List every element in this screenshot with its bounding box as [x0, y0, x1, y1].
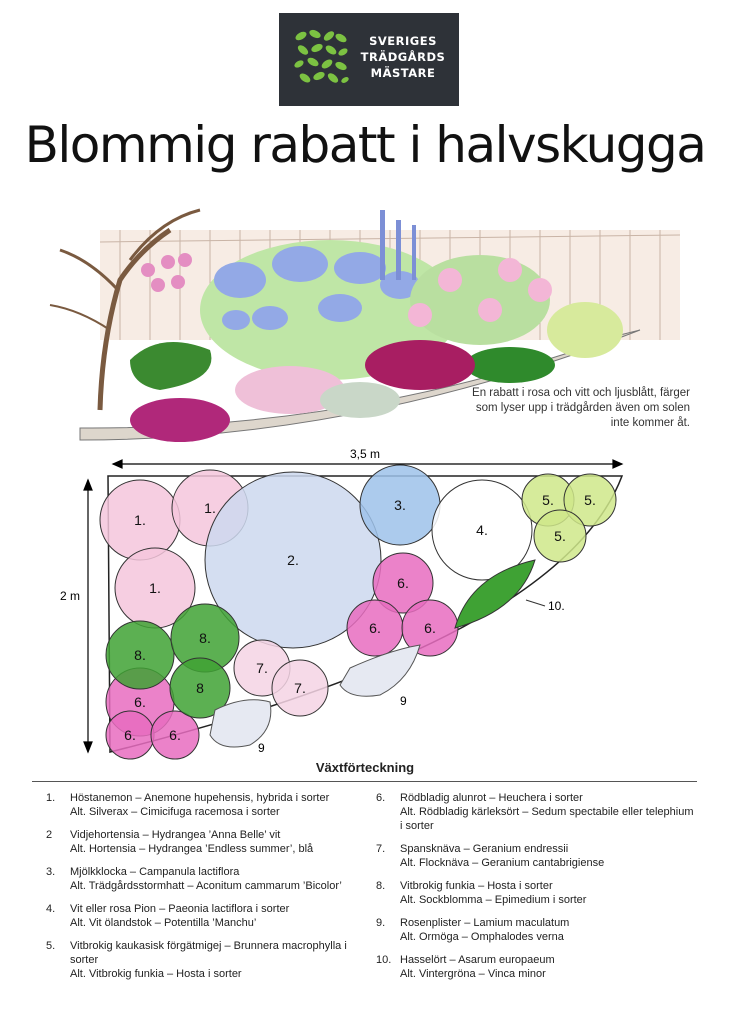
callout-9a: 9 [400, 694, 407, 708]
callout-10: 10. [548, 599, 565, 613]
plant-label: 6. [424, 620, 436, 636]
plant-item: 7. Spansknäva – Geranium endressii Alt. Flocknäva – Geranium cantabrigiense [376, 843, 605, 869]
plant-label: 6. [169, 727, 181, 743]
plant-label: 2. [287, 552, 299, 568]
plant-label: 8. [134, 647, 146, 663]
plant-label: 5. [542, 492, 554, 508]
caption: En rabatt i rosa och vitt och ljusblått, färger som lyser upp i trädgården även om solen inte kommer åt. [472, 387, 690, 429]
plant-label: 1. [134, 512, 146, 528]
page-title: Blommig rabatt i halvskugga [24, 116, 706, 174]
divider [32, 781, 697, 782]
plant-label: 1. [204, 500, 216, 516]
plant-item: 2 Vidjehortensia – Hydrangea ’Anna Belle’ vit Alt. Hortensia – Hydrangea ’Endless summer’, blå [46, 829, 314, 855]
planting-plan [0, 440, 730, 760]
leaf-logo-icon [293, 28, 349, 90]
plant-label: 6. [397, 575, 409, 591]
plant-label: 6. [124, 727, 136, 743]
plant-item: 6. Rödbladig alunrot – Heuchera i sorter Alt. Rödbladig kärleksört – Sedum spectabile eller telephium i sorter [376, 792, 694, 832]
plant-item: 8. Vitbrokig funkia – Hosta i sorter Alt. Sockblomma – Epimedium i sorter [376, 880, 587, 906]
plant-item: 5. Vitbrokig kaukasisk förgätmigej – Brunnera macrophylla i sorter Alt. Vitbrokig funkia – Hosta i sorter [46, 940, 347, 980]
plant-label: 5. [584, 492, 596, 508]
plant-label: 7. [256, 660, 268, 676]
plant-label: 7. [294, 680, 306, 696]
height-label: 2 m [60, 589, 81, 603]
plant-list-title: Växtförteckning [315, 760, 415, 775]
plant-label: 3. [394, 497, 406, 513]
callout-9b: 9 [258, 741, 265, 755]
plant-list-right [376, 791, 696, 990]
plant-item: 3. Mjölkklocka – Campanula lactiflora Alt. Trädgårdsstormhatt – Aconitum cammarum ’Bicolor’ [46, 866, 342, 892]
logo-line-3: MÄSTARE [370, 66, 436, 80]
plant-list-left [46, 791, 366, 990]
width-label: 3,5 m [349, 447, 381, 461]
plant-label: 6. [134, 694, 146, 710]
plant-label: 6. [369, 620, 381, 636]
logo [279, 13, 459, 106]
logo-line-2: TRÄDGÅRDS [360, 50, 446, 64]
plant-label: 5. [554, 528, 566, 544]
logo-line-1: SVERIGES [369, 34, 437, 48]
plant-item: 1. Höstanemon – Anemone hupehensis, hybrida i sorter Alt. Silverax – Cimicifuga racemosa i sorter [46, 792, 330, 818]
plant-item: 9. Rosenplister – Lamium maculatum Alt. Ormöga – Omphalodes verna [376, 917, 570, 943]
plant-label: 8 [196, 680, 204, 696]
plant-item: 10. Hasselört – Asarum europaeum Alt. Vintergröna – Vinca minor [376, 954, 555, 980]
plant-item: 4. Vit eller rosa Pion – Paeonia lactiflora i sorter Alt. Vit ölandstok – Potentilla ’Manchu’ [46, 903, 290, 929]
plant-label: 4. [476, 522, 488, 538]
plant-label: 8. [199, 630, 211, 646]
plant-label: 1. [149, 580, 161, 596]
